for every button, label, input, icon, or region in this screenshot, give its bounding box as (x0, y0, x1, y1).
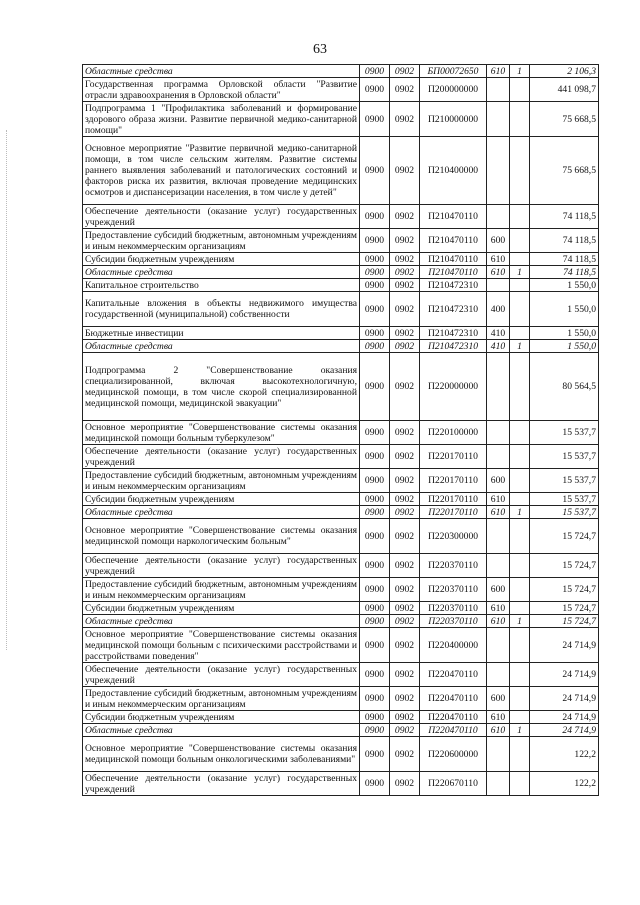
section-code-cell: 0900 (360, 253, 390, 266)
subsection-code-cell: 0902 (390, 229, 420, 253)
source-code-cell (510, 663, 530, 687)
amount-cell: 15 537,7 (530, 469, 599, 493)
expense-type-cell (487, 737, 510, 772)
expense-type-cell (487, 519, 510, 554)
source-code-cell (510, 772, 530, 796)
row-name-cell: Основное мероприятие "Совершенствование системы оказания медицинской помощи больным онкологическими заболеваниями" (83, 737, 360, 772)
row-name-cell: Подпрограмма 1 "Профилактика заболеваний и формирование здорового образа жизни. Развитие первичной медико-санитарной помощи" (83, 102, 360, 137)
row-name-cell: Государственная программа Орловской области "Развитие отрасли здравоохранения в Орловской области" (83, 78, 360, 102)
source-code-cell (510, 137, 530, 205)
target-article-cell: П220670110 (420, 772, 487, 796)
row-name-cell: Областные средства (83, 340, 360, 353)
section-code-cell: 0900 (360, 445, 390, 469)
amount-cell: 74 118,5 (530, 229, 599, 253)
table-row (83, 724, 599, 737)
subsection-code-cell: 0902 (390, 615, 420, 628)
amount-cell: 74 118,5 (530, 266, 599, 279)
subsection-code-cell: 0902 (390, 340, 420, 353)
target-article-cell: П200000000 (420, 78, 487, 102)
budget-table (82, 64, 599, 796)
row-name-cell: Обеспечение деятельности (оказание услуг) государственных учреждений (83, 554, 360, 578)
target-article-cell: П220370110 (420, 615, 487, 628)
target-article-cell: П210470110 (420, 205, 487, 229)
table-row (83, 340, 599, 353)
section-code-cell: 0900 (360, 78, 390, 102)
expense-type-cell: 610 (487, 266, 510, 279)
source-code-cell (510, 253, 530, 266)
subsection-code-cell: 0902 (390, 445, 420, 469)
table-row (83, 137, 599, 205)
subsection-code-cell: 0902 (390, 102, 420, 137)
target-article-cell: П220170110 (420, 469, 487, 493)
amount-cell: 1 550,0 (530, 327, 599, 340)
table-row (83, 205, 599, 229)
section-code-cell: 0900 (360, 205, 390, 229)
target-article-cell: П210470110 (420, 253, 487, 266)
amount-cell: 2 106,3 (530, 65, 599, 78)
section-code-cell: 0900 (360, 229, 390, 253)
section-code-cell: 0900 (360, 102, 390, 137)
subsection-code-cell: 0902 (390, 737, 420, 772)
target-article-cell: П210470110 (420, 229, 487, 253)
source-code-cell (510, 229, 530, 253)
section-code-cell: 0900 (360, 327, 390, 340)
source-code-cell (510, 628, 530, 663)
amount-cell: 15 724,7 (530, 519, 599, 554)
expense-type-cell: 410 (487, 327, 510, 340)
target-article-cell: П220370110 (420, 602, 487, 615)
target-article-cell: П220370110 (420, 578, 487, 602)
expense-type-cell: 610 (487, 253, 510, 266)
subsection-code-cell: 0902 (390, 279, 420, 292)
source-code-cell (510, 205, 530, 229)
section-code-cell: 0900 (360, 493, 390, 506)
target-article-cell: П210472310 (420, 340, 487, 353)
table-row (83, 469, 599, 493)
source-code-cell (510, 519, 530, 554)
row-name-cell: Капитальные вложения в объекты недвижимого имущества государственной (муниципальной) собственности (83, 292, 360, 327)
amount-cell: 122,2 (530, 772, 599, 796)
section-code-cell: 0900 (360, 737, 390, 772)
expense-type-cell (487, 445, 510, 469)
source-code-cell: 1 (510, 340, 530, 353)
amount-cell: 15 537,7 (530, 506, 599, 519)
expense-type-cell: 410 (487, 340, 510, 353)
target-article-cell: П210000000 (420, 102, 487, 137)
amount-cell: 75 668,5 (530, 102, 599, 137)
row-name-cell: Предоставление субсидий бюджетным, автономным учреждениям и иным некоммерческим организациям (83, 578, 360, 602)
expense-type-cell: 610 (487, 711, 510, 724)
target-article-cell: П220000000 (420, 353, 487, 421)
table-row (83, 327, 599, 340)
subsection-code-cell: 0902 (390, 554, 420, 578)
amount-cell: 15 724,7 (530, 615, 599, 628)
row-name-cell: Капитальное строительство (83, 279, 360, 292)
amount-cell: 15 724,7 (530, 554, 599, 578)
target-article-cell: П220170110 (420, 493, 487, 506)
section-code-cell: 0900 (360, 65, 390, 78)
expense-type-cell: 600 (487, 469, 510, 493)
table-row (83, 615, 599, 628)
table-row (83, 519, 599, 554)
section-code-cell: 0900 (360, 137, 390, 205)
subsection-code-cell: 0902 (390, 663, 420, 687)
row-name-cell: Основное мероприятие "Совершенствование системы оказания медицинской помощи больным с психическими расстройствами и расстройствами поведения" (83, 628, 360, 663)
scan-margin-mark (6, 130, 8, 650)
subsection-code-cell: 0902 (390, 253, 420, 266)
expense-type-cell: 610 (487, 65, 510, 78)
amount-cell: 80 564,5 (530, 353, 599, 421)
target-article-cell: П210472310 (420, 279, 487, 292)
budget-table-body (83, 65, 599, 796)
target-article-cell: П210470110 (420, 266, 487, 279)
target-article-cell: П220170110 (420, 506, 487, 519)
section-code-cell: 0900 (360, 687, 390, 711)
subsection-code-cell: 0902 (390, 687, 420, 711)
amount-cell: 74 118,5 (530, 205, 599, 229)
subsection-code-cell: 0902 (390, 628, 420, 663)
target-article-cell: П220400000 (420, 628, 487, 663)
table-row (83, 229, 599, 253)
subsection-code-cell: 0902 (390, 493, 420, 506)
target-article-cell: П210472310 (420, 327, 487, 340)
amount-cell: 122,2 (530, 737, 599, 772)
amount-cell: 441 098,7 (530, 78, 599, 102)
section-code-cell: 0900 (360, 554, 390, 578)
target-article-cell: П210472310 (420, 292, 487, 327)
target-article-cell: П210400000 (420, 137, 487, 205)
subsection-code-cell: 0902 (390, 578, 420, 602)
row-name-cell: Предоставление субсидий бюджетным, автономным учреждениям и иным некоммерческим организациям (83, 469, 360, 493)
source-code-cell (510, 421, 530, 445)
table-row (83, 102, 599, 137)
row-name-cell: Областные средства (83, 506, 360, 519)
row-name-cell: Бюджетные инвестиции (83, 327, 360, 340)
section-code-cell: 0900 (360, 772, 390, 796)
table-row (83, 292, 599, 327)
source-code-cell (510, 554, 530, 578)
row-name-cell: Основное мероприятие "Развитие первичной медико-санитарной помощи, в том числе сельским жителям. Развитие системы раннего выявления заболеваний и патологических состояний и факторов риска их развития, включая проведение медицинских осмотров и диспансеризации населения, в том числе у детей" (83, 137, 360, 205)
expense-type-cell (487, 102, 510, 137)
expense-type-cell: 610 (487, 602, 510, 615)
source-code-cell: 1 (510, 724, 530, 737)
table-row (83, 554, 599, 578)
target-article-cell: П220170110 (420, 445, 487, 469)
source-code-cell: 1 (510, 506, 530, 519)
section-code-cell: 0900 (360, 340, 390, 353)
source-code-cell: 1 (510, 615, 530, 628)
table-row (83, 772, 599, 796)
row-name-cell: Областные средства (83, 266, 360, 279)
target-article-cell: П220100000 (420, 421, 487, 445)
source-code-cell (510, 602, 530, 615)
source-code-cell (510, 469, 530, 493)
source-code-cell: 1 (510, 266, 530, 279)
expense-type-cell (487, 663, 510, 687)
expense-type-cell (487, 353, 510, 421)
section-code-cell: 0900 (360, 506, 390, 519)
source-code-cell (510, 78, 530, 102)
amount-cell: 15 724,7 (530, 602, 599, 615)
amount-cell: 15 537,7 (530, 493, 599, 506)
source-code-cell (510, 279, 530, 292)
expense-type-cell (487, 78, 510, 102)
source-code-cell (510, 687, 530, 711)
row-name-cell: Обеспечение деятельности (оказание услуг) государственных учреждений (83, 772, 360, 796)
subsection-code-cell: 0902 (390, 724, 420, 737)
subsection-code-cell: 0902 (390, 353, 420, 421)
table-row (83, 279, 599, 292)
amount-cell: 1 550,0 (530, 340, 599, 353)
expense-type-cell (487, 279, 510, 292)
table-row (83, 78, 599, 102)
table-row (83, 506, 599, 519)
table-row (83, 353, 599, 421)
amount-cell: 24 714,9 (530, 724, 599, 737)
row-name-cell: Предоставление субсидий бюджетным, автономным учреждениям и иным некоммерческим организациям (83, 229, 360, 253)
row-name-cell: Обеспечение деятельности (оказание услуг) государственных учреждений (83, 445, 360, 469)
target-article-cell: П220300000 (420, 519, 487, 554)
amount-cell: 15 724,7 (530, 578, 599, 602)
subsection-code-cell: 0902 (390, 506, 420, 519)
section-code-cell: 0900 (360, 602, 390, 615)
subsection-code-cell: 0902 (390, 266, 420, 279)
section-code-cell: 0900 (360, 421, 390, 445)
amount-cell: 1 550,0 (530, 279, 599, 292)
table-row (83, 602, 599, 615)
source-code-cell (510, 102, 530, 137)
table-row (83, 266, 599, 279)
table-row (83, 421, 599, 445)
subsection-code-cell: 0902 (390, 602, 420, 615)
row-name-cell: Предоставление субсидий бюджетным, автономным учреждениям и иным некоммерческим организациям (83, 687, 360, 711)
subsection-code-cell: 0902 (390, 469, 420, 493)
subsection-code-cell: 0902 (390, 772, 420, 796)
source-code-cell (510, 711, 530, 724)
subsection-code-cell: 0902 (390, 421, 420, 445)
section-code-cell: 0900 (360, 663, 390, 687)
section-code-cell: 0900 (360, 711, 390, 724)
amount-cell: 74 118,5 (530, 253, 599, 266)
subsection-code-cell: 0902 (390, 519, 420, 554)
table-row (83, 711, 599, 724)
section-code-cell: 0900 (360, 628, 390, 663)
source-code-cell (510, 292, 530, 327)
section-code-cell: 0900 (360, 615, 390, 628)
row-name-cell: Субсидии бюджетным учреждениям (83, 253, 360, 266)
expense-type-cell (487, 628, 510, 663)
table-row (83, 253, 599, 266)
expense-type-cell (487, 772, 510, 796)
expense-type-cell: 610 (487, 506, 510, 519)
subsection-code-cell: 0902 (390, 78, 420, 102)
target-article-cell: П220470110 (420, 663, 487, 687)
target-article-cell: П220470110 (420, 724, 487, 737)
subsection-code-cell: 0902 (390, 292, 420, 327)
target-article-cell: П220470110 (420, 687, 487, 711)
target-article-cell: П220600000 (420, 737, 487, 772)
amount-cell: 24 714,9 (530, 663, 599, 687)
table-row (83, 65, 599, 78)
table-row (83, 628, 599, 663)
source-code-cell (510, 327, 530, 340)
source-code-cell (510, 737, 530, 772)
target-article-cell: П220370110 (420, 554, 487, 578)
expense-type-cell: 600 (487, 687, 510, 711)
section-code-cell: 0900 (360, 469, 390, 493)
amount-cell: 15 537,7 (530, 445, 599, 469)
table-row (83, 445, 599, 469)
expense-type-cell: 400 (487, 292, 510, 327)
section-code-cell: 0900 (360, 292, 390, 327)
expense-type-cell: 600 (487, 578, 510, 602)
expense-type-cell (487, 137, 510, 205)
section-code-cell: 0900 (360, 724, 390, 737)
expense-type-cell: 610 (487, 615, 510, 628)
section-code-cell: 0900 (360, 519, 390, 554)
subsection-code-cell: 0902 (390, 65, 420, 78)
page-number: 63 (313, 42, 327, 57)
expense-type-cell: 600 (487, 229, 510, 253)
row-name-cell: Обеспечение деятельности (оказание услуг) государственных учреждений (83, 205, 360, 229)
amount-cell: 15 537,7 (530, 421, 599, 445)
amount-cell: 1 550,0 (530, 292, 599, 327)
row-name-cell: Основное мероприятие "Совершенствование системы оказания медицинской помощи наркологическим больным" (83, 519, 360, 554)
row-name-cell: Субсидии бюджетным учреждениям (83, 493, 360, 506)
row-name-cell: Областные средства (83, 724, 360, 737)
subsection-code-cell: 0902 (390, 327, 420, 340)
section-code-cell: 0900 (360, 578, 390, 602)
source-code-cell: 1 (510, 65, 530, 78)
amount-cell: 24 714,9 (530, 711, 599, 724)
table-row (83, 578, 599, 602)
row-name-cell: Основное мероприятие "Совершенствование системы оказания медицинской помощи больным туберкулезом" (83, 421, 360, 445)
table-row (83, 737, 599, 772)
expense-type-cell (487, 421, 510, 445)
row-name-cell: Областные средства (83, 65, 360, 78)
source-code-cell (510, 445, 530, 469)
target-article-cell: П220470110 (420, 711, 487, 724)
source-code-cell (510, 578, 530, 602)
section-code-cell: 0900 (360, 279, 390, 292)
subsection-code-cell: 0902 (390, 205, 420, 229)
table-row (83, 663, 599, 687)
row-name-cell: Субсидии бюджетным учреждениям (83, 711, 360, 724)
source-code-cell (510, 353, 530, 421)
expense-type-cell: 610 (487, 493, 510, 506)
amount-cell: 75 668,5 (530, 137, 599, 205)
row-name-cell: Областные средства (83, 615, 360, 628)
subsection-code-cell: 0902 (390, 711, 420, 724)
row-name-cell: Обеспечение деятельности (оказание услуг) государственных учреждений (83, 663, 360, 687)
amount-cell: 24 714,9 (530, 628, 599, 663)
table-row (83, 493, 599, 506)
section-code-cell: 0900 (360, 266, 390, 279)
target-article-cell: БП00072650 (420, 65, 487, 78)
table-row (83, 687, 599, 711)
expense-type-cell (487, 554, 510, 578)
amount-cell: 24 714,9 (530, 687, 599, 711)
section-code-cell: 0900 (360, 353, 390, 421)
row-name-cell: Субсидии бюджетным учреждениям (83, 602, 360, 615)
expense-type-cell: 610 (487, 724, 510, 737)
row-name-cell: Подпрограмма 2 "Совершенствование оказания специализированной, включая высокотехнологичную, медицинской помощи, в том числе скорой специализированной медицинской помощи, медицинской эвакуации" (83, 353, 360, 421)
subsection-code-cell: 0902 (390, 137, 420, 205)
source-code-cell (510, 493, 530, 506)
expense-type-cell (487, 205, 510, 229)
